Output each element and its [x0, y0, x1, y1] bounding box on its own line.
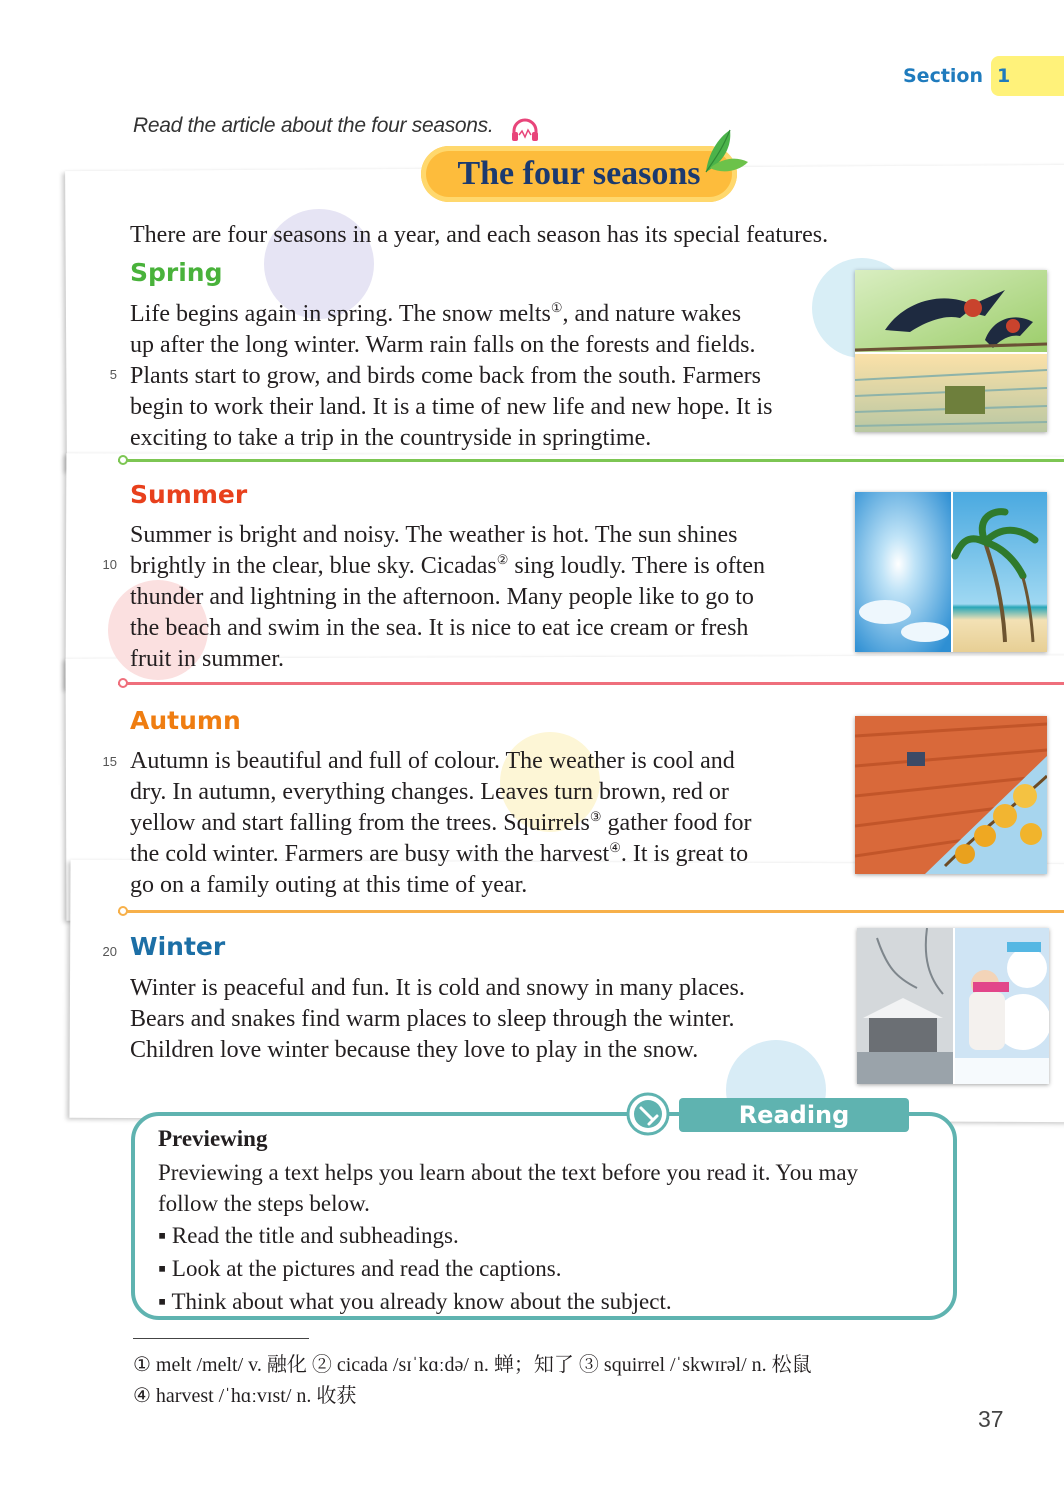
section-tab: [903, 56, 1064, 96]
autumn-line-5: go on a family outing at this time of year.: [130, 872, 528, 898]
divider-dot: [118, 455, 128, 465]
spring-line-5: exciting to take a trip in the countryside in springtime.: [130, 425, 652, 451]
spring-line-1: Life begins again in spring. The snow melts①, and nature wakes: [130, 300, 742, 327]
winter-line-1: Winter is peaceful and fun. It is cold and snowy in many places.: [130, 975, 745, 1001]
line-number: 15: [102, 754, 117, 769]
winter-line-3: Children love winter because they love to play in the snow.: [130, 1037, 699, 1063]
line-number: 5: [109, 367, 117, 382]
strategy-text-line-2: follow the steps below.: [158, 1191, 370, 1216]
strategy-text-line-1: Previewing a text helps you learn about the text before you read it. You may: [158, 1160, 859, 1185]
summer-line-3: thunder and lightning in the afternoon. Many people like to go to: [130, 584, 754, 610]
winter-paragraph: [130, 973, 745, 1066]
spring-line-3: Plants start to grow, and birds come back from the south. Farmers: [130, 363, 761, 389]
section-number: 1: [991, 56, 1064, 96]
summer-photo: [855, 492, 1047, 652]
winter-line-2: Bears and snakes find warm places to sleep through the winter.: [130, 1006, 735, 1032]
autumn-line-1: Autumn is beautiful and full of colour. The weather is cool and: [130, 748, 735, 774]
winter-photo: [857, 928, 1049, 1084]
autumn-line-3: yellow and start falling from the trees. Squirrels③ gather food for: [130, 809, 752, 836]
instruction-text: Read the article about the four seasons.: [133, 114, 494, 137]
footnote-line-1: ① melt /melt/ v. 融化 ② cicada /sɪˈkɑːdə/ n. 蝉；知了 ③ squirrel /ˈskwɪrəl/ n. 松鼠: [133, 1354, 812, 1376]
reading-strategy-label: Reading strategy: [736, 1101, 852, 1163]
autumn-line-2: dry. In autumn, everything changes. Leaves turn brown, red or: [130, 779, 729, 805]
summer-line-2: brightly in the clear, blue sky. Cicadas② sing loudly. There is often: [130, 552, 766, 579]
summer-line-5: fruit in summer.: [130, 646, 284, 672]
spring-heading: Spring: [130, 258, 223, 287]
spring-photo: [855, 270, 1047, 432]
section-label: Section: [903, 65, 984, 87]
summer-divider: [118, 682, 1064, 685]
spring-line-2: up after the long winter. Warm rain falls on the forests and fields.: [130, 332, 756, 358]
strategy-text: [158, 1157, 858, 1219]
summer-paragraph: [130, 520, 765, 675]
summer-line-4: the beach and swim in the sea. It is nice to eat ice cream or fresh: [130, 615, 749, 641]
autumn-heading: Autumn: [130, 706, 241, 735]
autumn-paragraph: [130, 746, 752, 901]
divider-dot: [118, 906, 128, 916]
line-number: 10: [102, 557, 117, 572]
footnote-line-2: ④ harvest /ˈhɑːvɪst/ n. 收获: [133, 1385, 357, 1407]
strategy-step: ▪ Look at the pictures and read the captions.: [158, 1256, 562, 1281]
divider-dot: [118, 678, 128, 688]
winter-heading: Winter: [130, 932, 226, 961]
spring-paragraph: [130, 299, 773, 454]
strategy-steps: [158, 1219, 672, 1318]
summer-line-1: Summer is bright and noisy. The weather is hot. The sun shines: [130, 522, 738, 548]
autumn-line-4: the cold winter. Farmers are busy with the harvest④. It is great to: [130, 840, 749, 867]
summer-heading: Summer: [130, 480, 248, 509]
strategy-step: ▪ Read the title and subheadings.: [158, 1223, 459, 1248]
line-number: 20: [102, 944, 117, 959]
strategy-title: Previewing: [158, 1126, 268, 1151]
intro-text: There are four seasons in a year, and each season has its special features.: [130, 222, 829, 248]
reading-strategy-icon: [626, 1092, 670, 1136]
article-title: The four seasons: [457, 155, 701, 192]
strategy-step: ▪ Think about what you already know about the subject.: [158, 1289, 672, 1314]
leaf-icon: [700, 128, 750, 180]
spring-line-4: begin to work their land. It is a time of new life and new hope. It is: [130, 394, 773, 420]
spring-divider: [118, 459, 1064, 462]
autumn-photo: [855, 716, 1047, 874]
page-number: 37: [978, 1406, 1004, 1432]
footnote-rule: [133, 1338, 309, 1339]
headphones-icon[interactable]: [510, 117, 540, 143]
autumn-divider: [118, 910, 1064, 913]
